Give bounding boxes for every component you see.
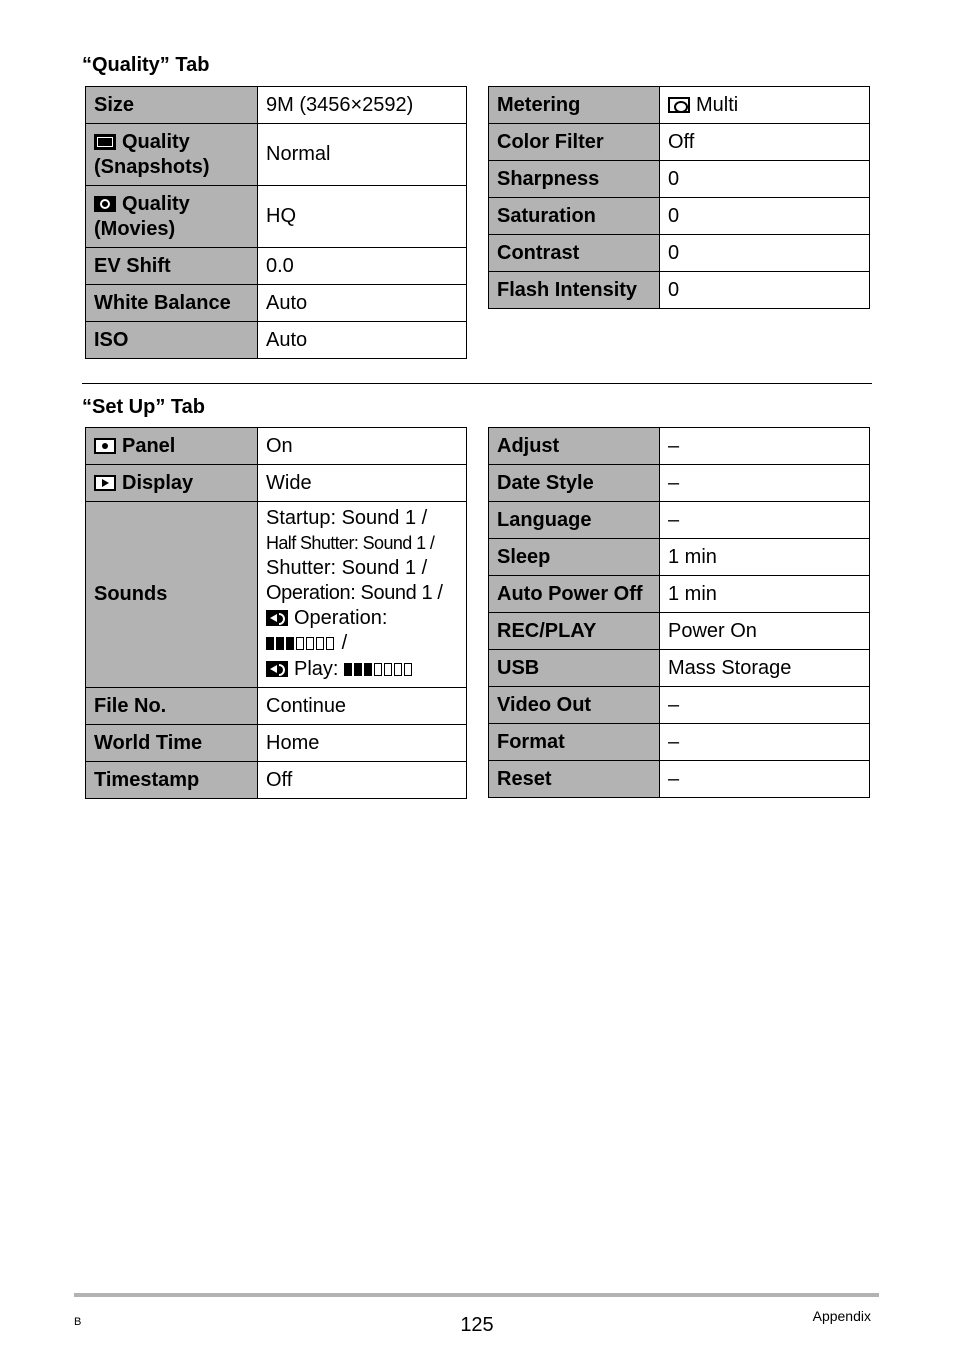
- footer-section-name: Appendix: [812, 1308, 871, 1324]
- table-row: [489, 761, 870, 798]
- play-volume-meter: [344, 658, 414, 683]
- sound-line: Operation: Sound 1 /: [266, 582, 443, 604]
- setting-value: 0: [660, 272, 870, 309]
- volume-block: [266, 637, 274, 650]
- setting-label: Saturation: [489, 198, 660, 235]
- operation-volume-meter: [266, 632, 336, 657]
- table-row: [489, 124, 870, 161]
- setting-label: USB: [489, 650, 660, 687]
- setting-value: –: [660, 465, 870, 502]
- volume-block: [316, 637, 324, 650]
- setting-value: Off: [258, 762, 467, 799]
- setting-label: Metering: [489, 87, 660, 124]
- setting-value: Home: [258, 725, 467, 762]
- table-row: [489, 576, 870, 613]
- multi-metering-icon: [668, 97, 690, 113]
- footer-language-code: B: [74, 1316, 82, 1328]
- setting-value: 1 min: [660, 576, 870, 613]
- setting-label: REC/PLAY: [489, 613, 660, 650]
- table-row: [489, 687, 870, 724]
- table-row: [489, 539, 870, 576]
- setting-label: Auto Power Off: [489, 576, 660, 613]
- sound-line: Startup: Sound 1 /: [266, 507, 428, 529]
- table-row: [86, 285, 467, 322]
- table-row: [489, 465, 870, 502]
- setting-value: –: [660, 502, 870, 539]
- sound-line: Shutter: Sound 1 /: [266, 557, 428, 579]
- table-row: [86, 762, 467, 799]
- sound-line: Play:: [266, 657, 458, 683]
- setting-value-sounds: [258, 502, 467, 688]
- quality-table-left: [85, 86, 467, 359]
- table-row: [86, 428, 467, 465]
- setting-label: Color Filter: [489, 124, 660, 161]
- setting-value: –: [660, 687, 870, 724]
- table-row: [489, 502, 870, 539]
- setting-label: ISO: [86, 322, 258, 359]
- playback-icon: [94, 475, 116, 491]
- setting-value: HQ: [258, 186, 467, 248]
- setting-label: EV Shift: [86, 248, 258, 285]
- table-row: [489, 428, 870, 465]
- setting-label: World Time: [86, 725, 258, 762]
- table-row: [489, 235, 870, 272]
- setting-label: White Balance: [86, 285, 258, 322]
- setting-label: Display: [86, 465, 258, 502]
- snapshot-icon: [94, 134, 116, 150]
- setting-value: 1 min: [660, 539, 870, 576]
- setting-value: Auto: [258, 322, 467, 359]
- setting-label: Size: [86, 87, 258, 124]
- volume-block: [306, 637, 314, 650]
- page-number: 125: [460, 1314, 494, 1336]
- volume-block: [276, 637, 284, 650]
- setting-label: Sharpness: [489, 161, 660, 198]
- table-row: [489, 613, 870, 650]
- table-row: [489, 87, 870, 124]
- setting-label: Language: [489, 502, 660, 539]
- volume-block: [354, 663, 362, 676]
- setting-label: Panel: [86, 428, 258, 465]
- table-row: [86, 322, 467, 359]
- setting-value: Power On: [660, 613, 870, 650]
- sound-line: Half Shutter: Sound 1 /: [266, 533, 435, 553]
- setup-tab-title: “Set Up” Tab: [82, 396, 205, 418]
- setting-label: Quality (Snapshots): [86, 124, 258, 186]
- table-row: [86, 124, 467, 186]
- setting-label: Timestamp: [86, 762, 258, 799]
- setting-label: Format: [489, 724, 660, 761]
- setting-label: Video Out: [489, 687, 660, 724]
- volume-block: [364, 663, 372, 676]
- table-row: [489, 198, 870, 235]
- setting-value: 0: [660, 161, 870, 198]
- speaker-icon: [266, 610, 288, 626]
- volume-block: [326, 637, 334, 650]
- setting-label: Reset: [489, 761, 660, 798]
- setting-label: Sounds: [86, 502, 258, 688]
- setting-value: Auto: [258, 285, 467, 322]
- volume-block: [394, 663, 402, 676]
- table-row: [86, 725, 467, 762]
- setting-label: Date Style: [489, 465, 660, 502]
- setting-value: On: [258, 428, 467, 465]
- setting-value: 0: [660, 198, 870, 235]
- table-row: [489, 724, 870, 761]
- setting-value: 0.0: [258, 248, 467, 285]
- table-row: [86, 688, 467, 725]
- quality-table-right: [488, 86, 870, 309]
- volume-block: [384, 663, 392, 676]
- volume-block: [404, 663, 412, 676]
- volume-block: [374, 663, 382, 676]
- sound-line: Operation:: [266, 606, 458, 631]
- setting-value: 0: [660, 235, 870, 272]
- footer-bar: [74, 1293, 879, 1297]
- table-row: [489, 650, 870, 687]
- speaker-icon: [266, 661, 288, 677]
- setting-label: Quality (Movies): [86, 186, 258, 248]
- panel-icon: [94, 438, 116, 454]
- table-row: [86, 502, 467, 688]
- volume-block: [286, 637, 294, 650]
- volume-block: [344, 663, 352, 676]
- setting-value: Normal: [258, 124, 467, 186]
- setup-table-right: [488, 427, 870, 798]
- table-row: [489, 161, 870, 198]
- setting-value: Off: [660, 124, 870, 161]
- volume-block: [296, 637, 304, 650]
- setting-value: Mass Storage: [660, 650, 870, 687]
- section-divider: [82, 383, 872, 384]
- movie-icon: [94, 196, 116, 212]
- setting-value: Wide: [258, 465, 467, 502]
- setting-value: –: [660, 761, 870, 798]
- table-row: [86, 186, 467, 248]
- sound-line: /: [266, 631, 458, 657]
- table-row: [86, 248, 467, 285]
- setting-value: Continue: [258, 688, 467, 725]
- setting-value: –: [660, 724, 870, 761]
- setting-label: File No.: [86, 688, 258, 725]
- setting-label: Contrast: [489, 235, 660, 272]
- setting-value: 9M (3456×2592): [258, 87, 467, 124]
- setting-value: Multi: [660, 87, 870, 124]
- setting-label: Adjust: [489, 428, 660, 465]
- setting-label: Sleep: [489, 539, 660, 576]
- table-row: [86, 465, 467, 502]
- setting-label: Flash Intensity: [489, 272, 660, 309]
- quality-tab-title: “Quality” Tab: [82, 54, 210, 76]
- table-row: [489, 272, 870, 309]
- setting-value: –: [660, 428, 870, 465]
- table-row: [86, 87, 467, 124]
- setup-table-left: [85, 427, 467, 799]
